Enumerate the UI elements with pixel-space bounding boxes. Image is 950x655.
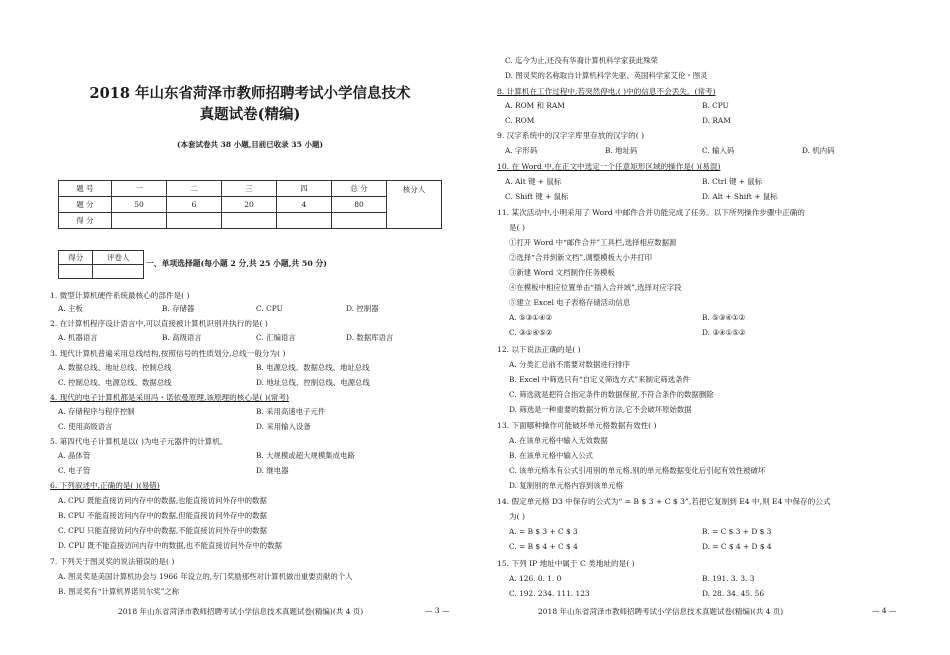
q4-option-d: D. 采用输入设备 — [256, 422, 311, 431]
q9-option-d: D. 机内码 — [802, 146, 835, 155]
q9-option-b: B. 地址码 — [605, 146, 638, 155]
question-14: 14. 假定单元格 D3 中保存的公式为“ = B $ 3 + C $ 3”,若把它复制到 E4 中,则 E4 中保存的公式 — [497, 497, 831, 506]
q10-option-d: D. Alt + Shift + 鼠标 — [702, 192, 778, 201]
q4-option-a: A. 存储程序与程序控制 — [58, 407, 135, 416]
q8-option-c: C. ROM — [505, 116, 535, 125]
q1-option-d: D. 控制器 — [346, 304, 379, 313]
question-11: 11. 某次活动中,小明采用了 Word 中邮件合并功能完成了任务。以下所列操作步骤中正确的 — [497, 208, 805, 217]
question-10: 10. 在 Word 中,在正文中选定一个任意矩形区域的操作是( )(易混) — [497, 162, 721, 171]
right-page-number: — 4 — — [872, 606, 897, 615]
q14-option-b: B. = C $ 3 + D $ 3 — [702, 527, 772, 536]
q3-option-a: A. 数据总线、地址总线、控制总线 — [58, 363, 172, 372]
question-6: 6. 下列叙述中,正确的是( )(易错) — [50, 481, 160, 490]
question-11-cont: 是( ) — [509, 223, 525, 232]
q11-option-c: C. ③①④⑤② — [509, 328, 553, 337]
question-8: 8. 计算机在工作过程中,若突然停电,( )中的信息不会丢失。(常考) — [497, 87, 716, 96]
q11-step-5: ⑤建立 Excel 电子表格存储活动信息 — [509, 298, 631, 307]
score-col-1: 一 — [112, 181, 167, 197]
mini-score-label: 得分 — [59, 251, 93, 265]
points-1: 50 — [112, 197, 167, 213]
q12-option-d: D. 筛选是一种重要的数据分析方法,它不会破坏原始数据 — [509, 405, 692, 414]
points-3: 20 — [222, 197, 277, 213]
q6-option-b: B. CPU 不能直接访问内存中的数据,但能直接访问外存中的数据 — [58, 511, 267, 520]
q11-step-2: ②选择“合并到新文档”,调整模板大小并打印 — [509, 253, 652, 262]
q1-option-b: B. 存储器 — [162, 304, 195, 313]
mini-grader-label: 评卷人 — [93, 251, 144, 265]
q14-option-a: A. = B $ 3 + C $ 3 — [509, 527, 578, 536]
q10-option-b: B. Ctrl 键 + 鼠标 — [702, 177, 763, 186]
q10-option-c: C. Shift 键 + 鼠标 — [505, 192, 569, 201]
q10-option-a: A. Alt 键 + 鼠标 — [505, 177, 562, 186]
question-5: 5. 第四代电子计算机是以( )为电子元器件的计算机。 — [50, 437, 228, 446]
right-footer: 2018 年山东省菏泽市教师招聘考试小学信息技术真题试卷(精编)(共 4 页) — [538, 607, 784, 616]
q11-step-1: ①打开 Word 中“邮件合并”工具栏,选择相应数据源 — [509, 238, 677, 247]
points-2: 6 — [167, 197, 222, 213]
score-label-points: 题 分 — [59, 197, 112, 213]
question-15: 15. 下列 IP 地址中属于 C 类地址的是( ) — [497, 559, 635, 568]
q15-option-b: B. 191. 3. 3. 3 — [702, 574, 755, 583]
score-col-2: 二 — [167, 181, 222, 197]
q3-option-d: D. 地址总线、控制总线、电源总线 — [256, 378, 370, 387]
left-footer: 2018 年山东省菏泽市教师招聘考试小学信息技术真题试卷(精编)(共 4 页) — [118, 607, 364, 616]
q2-option-a: A. 机器语言 — [58, 333, 98, 342]
score-table — [58, 180, 442, 229]
question-9: 9. 汉字系统中的汉字字库里存放的汉字的( ) — [497, 131, 645, 140]
q1-option-c: C. CPU — [256, 304, 283, 313]
q3-option-b: B. 电源总线、数据总线、地址总线 — [256, 363, 370, 372]
points-4: 4 — [277, 197, 332, 213]
q8-option-b: B. CPU — [702, 101, 729, 110]
exam-title-line1: 2018 年山东省菏泽市教师招聘考试小学信息技术 — [89, 85, 411, 102]
question-count-note: (本套试卷共 38 小题,目前已收录 35 小题) — [176, 140, 324, 149]
q6-option-c: C. CPU 只能直接访问内存中的数据,不能直接访问外存中的数据 — [58, 526, 267, 535]
q11-step-4: ④在模板中相应位置单击“插入合并域”,选择对应字段 — [509, 283, 682, 292]
right-page — [497, 0, 907, 655]
score-col-4: 四 — [277, 181, 332, 197]
q2-option-b: B. 高级语言 — [162, 333, 202, 342]
score-label-number: 题 号 — [59, 181, 112, 197]
left-page-number: — 3 — — [425, 606, 450, 615]
q7-option-b: B. 图灵奖有“计算机界诺贝尔奖”之称 — [58, 587, 180, 596]
q6-option-d: D. CPU 既不能直接访问内存中的数据,也不能直接访问外存中的数据 — [58, 541, 282, 550]
question-12: 12. 以下说法正确的是( ) — [497, 345, 581, 354]
q8-option-d: D. RAM — [702, 116, 731, 125]
left-page — [50, 0, 450, 655]
q15-option-d: D. 28. 34. 45. 56 — [702, 589, 765, 598]
q11-option-d: D. ③④①⑤② — [702, 328, 746, 337]
q9-option-a: A. 字形码 — [505, 146, 538, 155]
q15-option-c: C. 192. 234. 111. 123 — [509, 589, 590, 598]
grader-mini-table — [58, 250, 144, 279]
q6-option-a: A. CPU 既能直接访问内存中的数据,也能直接访问外存中的数据 — [58, 496, 267, 505]
question-7: 7. 下列关于图灵奖的说法错误的是( ) — [50, 557, 175, 566]
score-col-3: 三 — [222, 181, 277, 197]
q7-option-d: D. 图灵奖的名称取自计算机科学先驱、英国科学家艾伦・图灵 — [505, 71, 708, 80]
q5-option-a: A. 晶体管 — [58, 451, 91, 460]
points-total: 80 — [332, 197, 387, 213]
question-14-cont: 为( ) — [509, 512, 525, 521]
q11-option-a: A. ⑤③①④② — [509, 313, 553, 322]
q13-option-b: B. 在该单元格中输入公式 — [509, 451, 594, 460]
q8-option-a: A. ROM 和 RAM — [505, 101, 565, 110]
q7-option-c: C. 迄今为止,还没有华裔计算机科学家获此殊荣 — [505, 56, 658, 65]
question-4: 4. 现代的电子计算机都是采用冯・诺依曼原理,该原理的核心是( )(常考) — [50, 393, 289, 402]
q15-option-a: A. 126. 0. 1. 0 — [509, 574, 562, 583]
q13-option-c: C. 该单元格本有公式引用别的单元格,别的单元格数据变化后引起有效性被破坏 — [509, 466, 766, 475]
question-13: 13. 下面哪种操作可能破坏单元格数据有效性( ) — [497, 421, 657, 430]
question-1: 1. 微型计算机硬件系统最核心的部件是( ) — [50, 291, 190, 300]
q12-option-a: A. 分类汇总前不需要对数据进行排序 — [509, 360, 630, 369]
exam-title-line2: 真题试卷(精编) — [199, 106, 301, 123]
q14-option-c: C. = B $ 4 + C $ 4 — [509, 542, 578, 551]
q9-option-c: C. 输入码 — [702, 146, 735, 155]
question-3: 3. 现代计算机普遍采用总线结构,按照信号的性质划分,总线一般分为( ) — [50, 349, 286, 358]
q5-option-d: D. 继电器 — [256, 466, 289, 475]
q14-option-d: D. = C $ 4 + D $ 4 — [702, 542, 772, 551]
q12-option-b: B. Excel 中筛选只有“自定义筛选方式”来制定筛选条件 — [509, 375, 690, 384]
q13-option-d: D. 复制别的单元格内容到该单元格 — [509, 481, 623, 490]
q4-option-b: B. 采用高速电子元件 — [256, 407, 326, 416]
q12-option-c: C. 筛选就是把符合指定条件的数据保留,不符合条件的数据删除 — [509, 390, 714, 399]
q2-option-d: D. 数据库语言 — [346, 333, 394, 342]
q1-option-a: A. 主板 — [58, 304, 83, 313]
score-col-total: 总 分 — [332, 181, 387, 197]
q7-option-a: A. 图灵奖是美国计算机协会与 1966 年设立的,专门奖励那些对计算机做出重要贡献的个人 — [58, 572, 353, 581]
q11-option-b: B. ⑤③④①② — [702, 313, 746, 322]
q3-option-c: C. 控制总线、电源总线、数据总线 — [58, 378, 172, 387]
question-2: 2. 在计算机程序设计语言中,可以直接被计算机识别并执行的是( ) — [50, 319, 268, 328]
q4-option-c: C. 使用高级语言 — [58, 422, 113, 431]
q2-option-c: C. 汇编语言 — [256, 333, 296, 342]
q11-step-3: ③新建 Word 文档制作任务模板 — [509, 268, 615, 277]
q13-option-a: A. 在该单元格中输入无效数据 — [509, 436, 608, 445]
section-heading: 一、单项选择题(每小题 2 分,共 25 小题,共 50 分) — [146, 259, 327, 268]
score-label-earned: 得 分 — [59, 213, 112, 229]
q5-option-c: C. 电子管 — [58, 466, 91, 475]
q5-option-b: B. 大规模或超大规模集成电路 — [256, 451, 355, 460]
grader-cell: 核分人 — [387, 181, 442, 229]
